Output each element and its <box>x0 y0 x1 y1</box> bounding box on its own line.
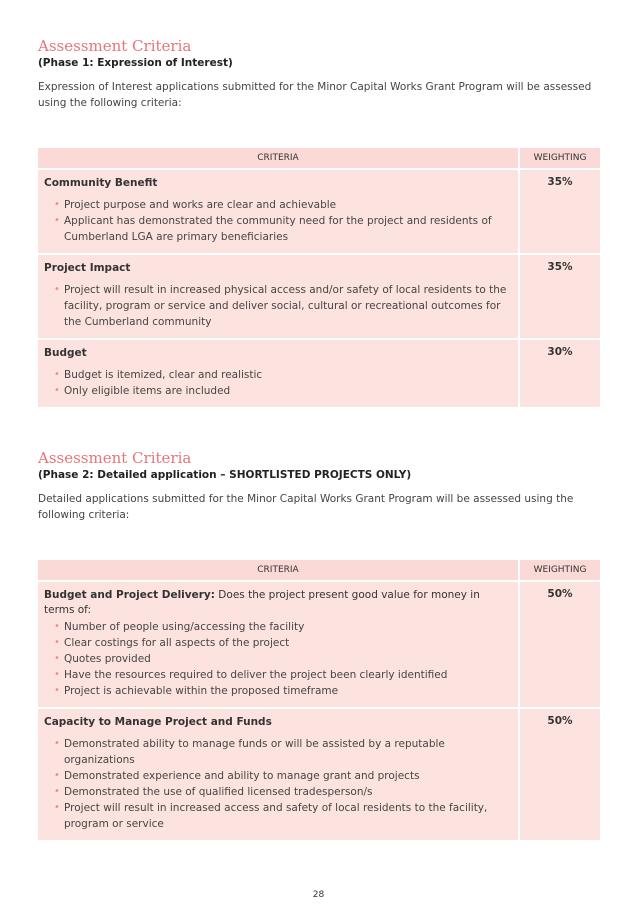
criteria-bullet-list <box>44 619 512 699</box>
table-row <box>38 255 600 340</box>
bullet-icon: • <box>54 685 60 696</box>
list-item-text: Demonstrated experience and ability to manage grant and projects <box>64 770 420 782</box>
phase1-intro: Expression of Interest applications submitted for the Minor Capital Works Grant Program will be assessed using the following criteria: <box>38 81 592 109</box>
bullet-icon: • <box>54 385 60 396</box>
list-item-text: Clear costings for all aspects of the project <box>64 637 290 649</box>
bullet-icon: • <box>54 669 60 680</box>
criteria-title-line <box>44 346 512 361</box>
criteria-description: Does the project present good value for money in terms of: <box>44 589 480 616</box>
list-item <box>54 784 512 800</box>
list-item-text: Project will result in increased access and safety of local residents to the facility, program or service <box>64 802 488 830</box>
criteria-title: Budget and Project Delivery: <box>44 589 215 601</box>
list-item-text: Demonstrated the use of qualified licensed tradesperson/s <box>64 786 373 798</box>
weighting-cell: 35% <box>520 170 600 255</box>
criteria-title: Budget <box>44 347 87 359</box>
phase1-subheading: (Phase 1: Expression of Interest) <box>38 57 233 69</box>
list-item <box>54 383 512 399</box>
list-item <box>54 282 512 330</box>
list-item <box>54 619 512 635</box>
criteria-bullet-list <box>44 367 512 399</box>
bullet-icon: • <box>54 770 60 781</box>
list-item-text: Quotes provided <box>64 653 151 665</box>
list-item-text: Have the resources required to deliver the project been clearly identified <box>64 669 448 681</box>
phase2-criteria-table <box>38 560 600 842</box>
criteria-bullet-list <box>44 282 512 330</box>
phase1-criteria-table <box>38 148 600 409</box>
bullet-icon: • <box>54 637 60 648</box>
bullet-icon: • <box>54 802 60 813</box>
column-header-criteria: CRITERIA <box>38 148 520 170</box>
column-header-weighting: WEIGHTING <box>520 560 600 582</box>
list-item-text: Applicant has demonstrated the community need for the project and residents of Cumberland LGA are primary beneficiaries <box>64 215 492 243</box>
list-item <box>54 667 512 683</box>
bullet-icon: • <box>54 621 60 632</box>
list-item-text: Demonstrated ability to manage funds or will be assisted by a reputable organizations <box>64 738 445 766</box>
list-item <box>54 213 512 245</box>
criteria-cell <box>38 170 520 255</box>
bullet-icon: • <box>54 215 60 226</box>
criteria-cell <box>38 340 520 409</box>
criteria-title-line <box>44 261 512 276</box>
list-item-text: Budget is itemized, clear and realistic <box>64 369 263 381</box>
table-row <box>38 340 600 409</box>
list-item <box>54 768 512 784</box>
page-number: 28 <box>312 890 325 900</box>
list-item <box>54 651 512 667</box>
table-row <box>38 170 600 255</box>
bullet-icon: • <box>54 786 60 797</box>
criteria-bullet-list <box>44 197 512 245</box>
phase2-heading: Assessment Criteria <box>38 449 192 467</box>
table-row <box>38 709 600 842</box>
criteria-title-line <box>44 176 512 191</box>
list-item <box>54 367 512 383</box>
phase1-heading: Assessment Criteria <box>38 37 192 55</box>
criteria-title: Project Impact <box>44 262 131 274</box>
phase2-subheading: (Phase 2: Detailed application – SHORTLISTED PROJECTS ONLY) <box>38 469 412 481</box>
list-item-text: Only eligible items are included <box>64 385 231 397</box>
phase1-header <box>38 36 600 111</box>
criteria-title: Community Benefit <box>44 177 158 189</box>
weighting-cell: 35% <box>520 255 600 340</box>
list-item <box>54 635 512 651</box>
phase2-intro: Detailed applications submitted for the Minor Capital Works Grant Program will be assessed using the following criteria: <box>38 493 574 521</box>
weighting-cell: 30% <box>520 340 600 409</box>
weighting-cell: 50% <box>520 709 600 842</box>
table-row <box>38 582 600 709</box>
bullet-icon: • <box>54 369 60 380</box>
list-item <box>54 197 512 213</box>
criteria-cell <box>38 582 520 709</box>
list-item <box>54 800 512 832</box>
list-item <box>54 683 512 699</box>
table-header-row <box>38 560 600 582</box>
table-header-row <box>38 148 600 170</box>
criteria-title-line <box>44 588 512 618</box>
criteria-cell <box>38 709 520 842</box>
criteria-cell <box>38 255 520 340</box>
phase2-header <box>38 448 600 523</box>
column-header-criteria: CRITERIA <box>38 560 520 582</box>
bullet-icon: • <box>54 653 60 664</box>
bullet-icon: • <box>54 284 60 295</box>
list-item-text: Project will result in increased physical access and/or safety of local residents to the facility, program or service and deliver social, cultural or recreational outcomes for the Cumberland community <box>64 284 507 328</box>
list-item <box>54 736 512 768</box>
weighting-cell: 50% <box>520 582 600 709</box>
bullet-icon: • <box>54 199 60 210</box>
criteria-title-line <box>44 715 512 730</box>
column-header-weighting: WEIGHTING <box>520 148 600 170</box>
criteria-title: Capacity to Manage Project and Funds <box>44 716 272 728</box>
criteria-bullet-list <box>44 736 512 832</box>
list-item-text: Project is achievable within the proposed timeframe <box>64 685 339 697</box>
list-item-text: Project purpose and works are clear and achievable <box>64 199 337 211</box>
list-item-text: Number of people using/accessing the facility <box>64 621 305 633</box>
bullet-icon: • <box>54 738 60 749</box>
